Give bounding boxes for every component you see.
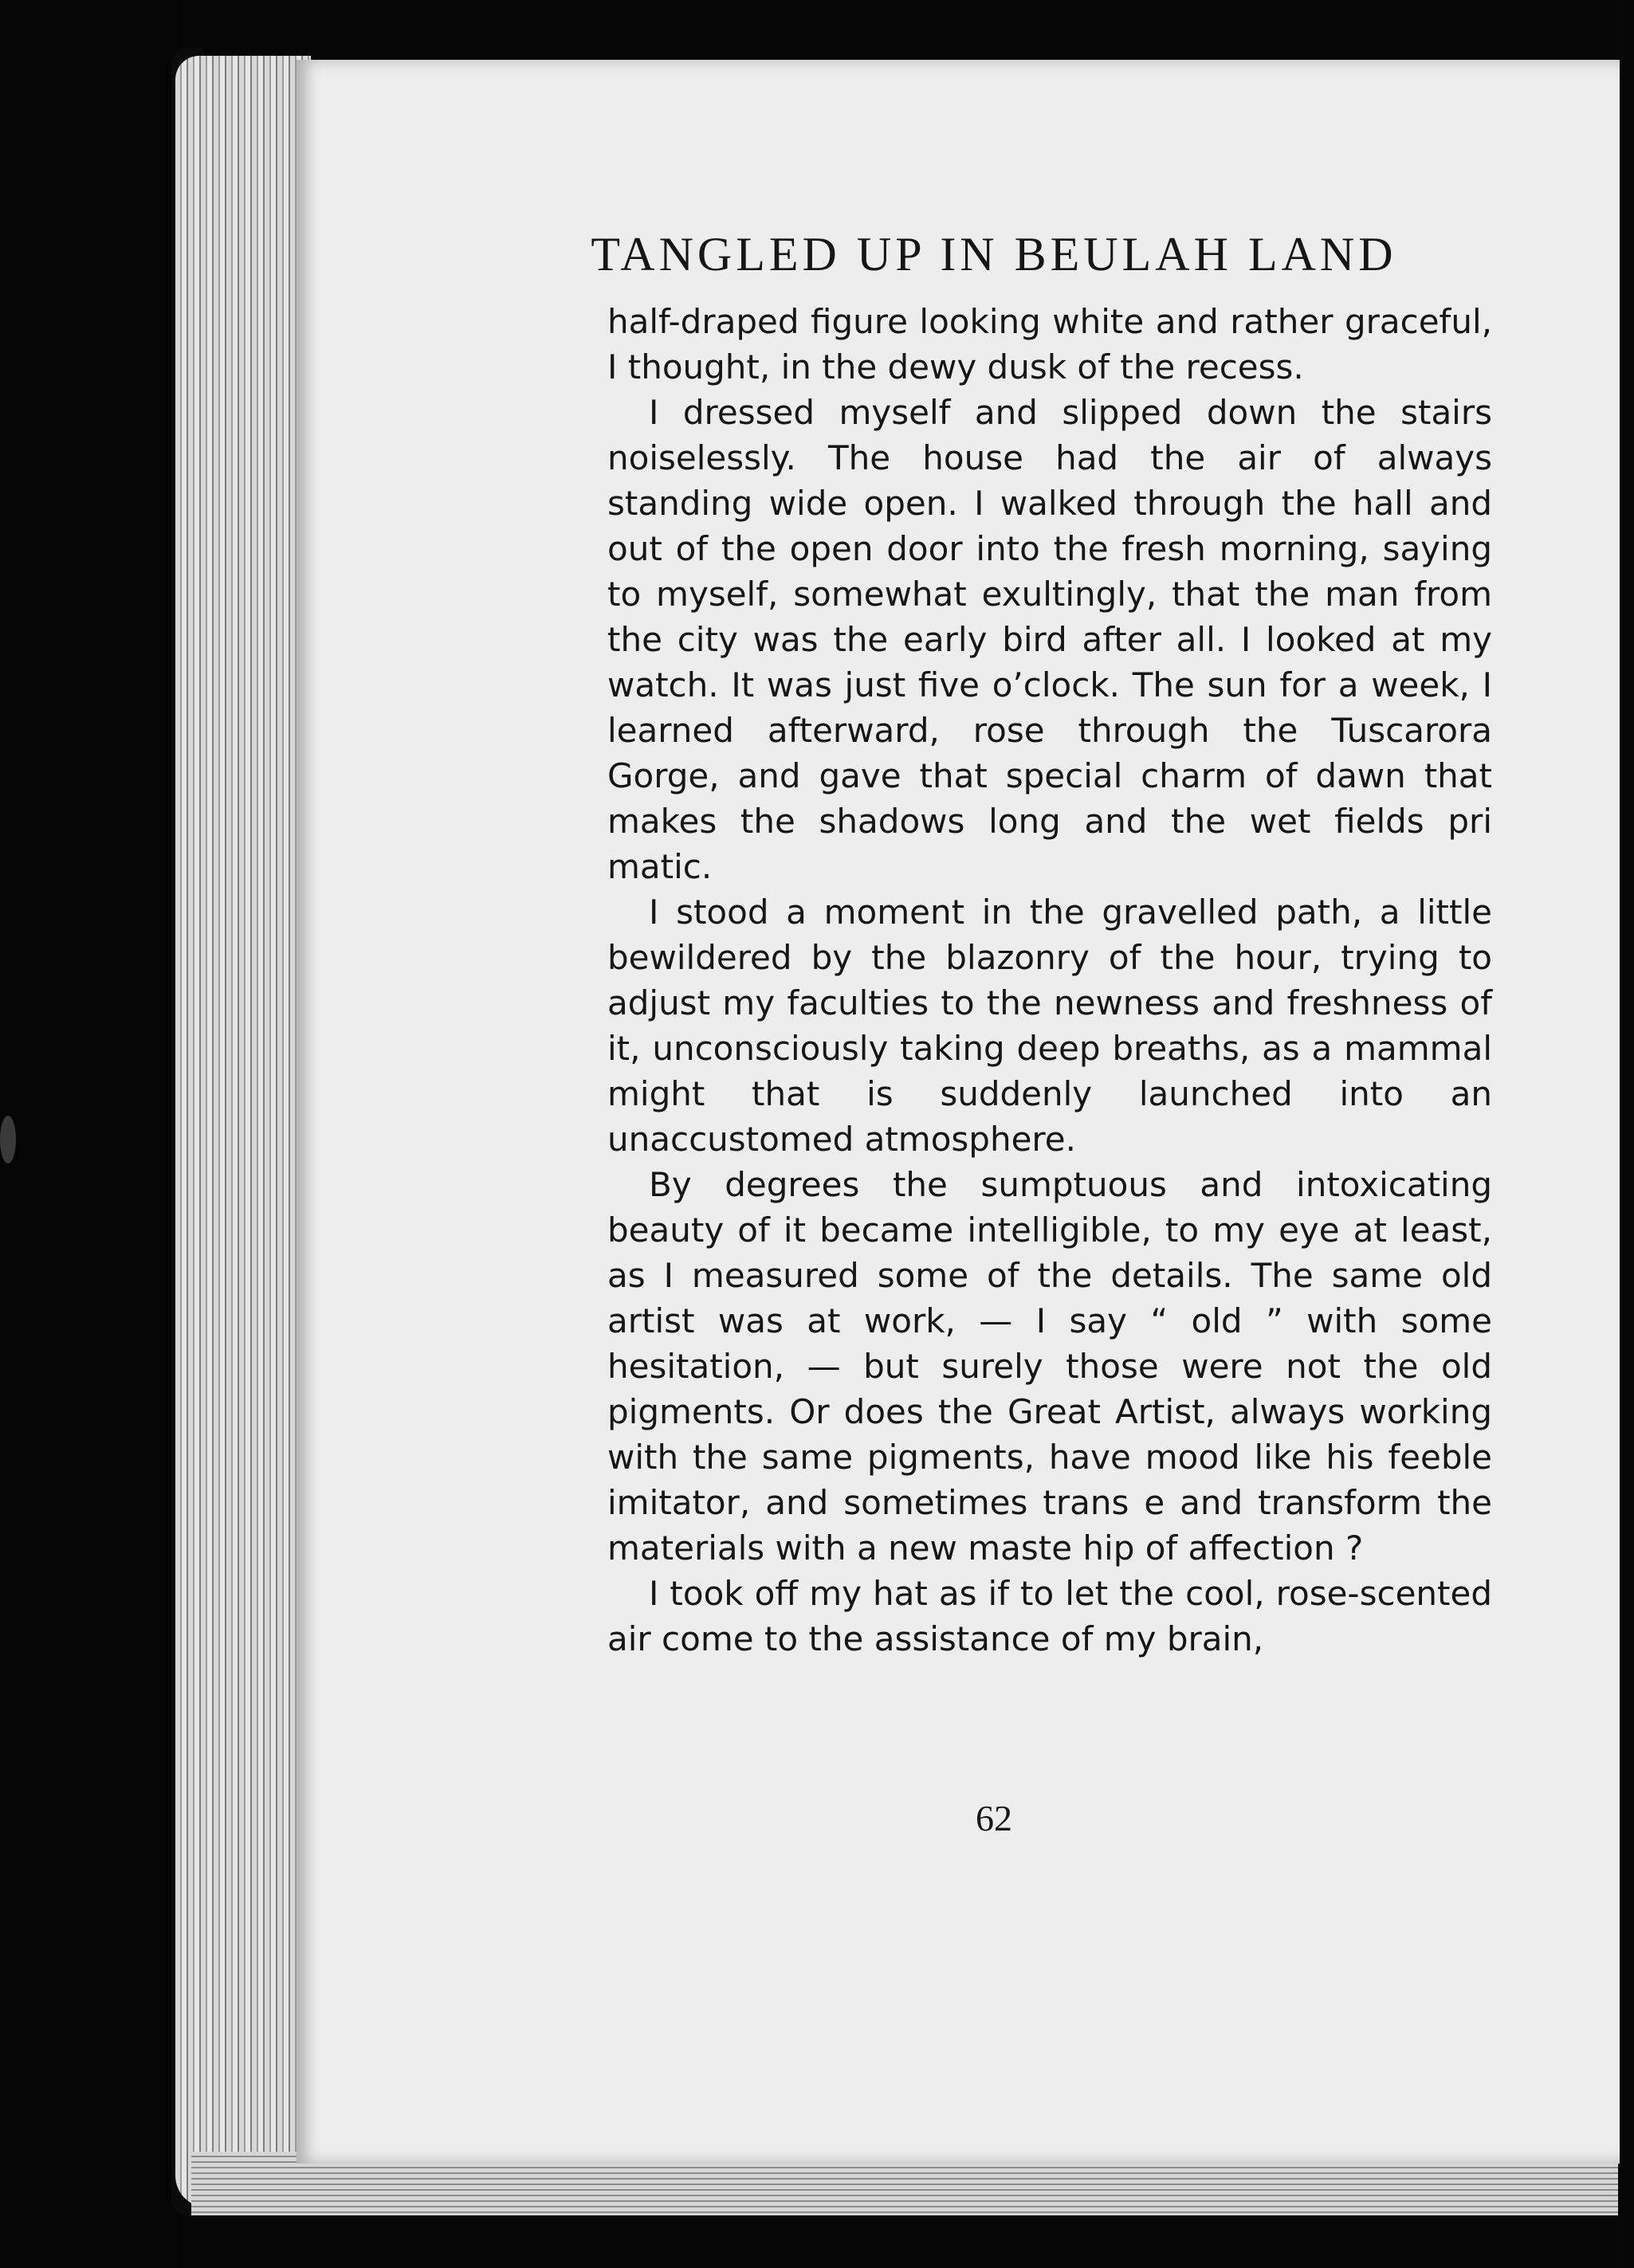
paragraph: I dressed myself and slipped down the stairs noiselessly. The house had the air of always standing wide open. I walked through the hall and out of the open door into the fresh morning, saying to myself, somewhat exultingly, that the man from the city was the early bird after all. I looked at my watch. It was just five o’clock. The sun for a week, I learned afterward, rose through the Tuscarora Gorge, and gave that special charm of dawn that makes the shadows long and the wet fields pri matic. [607, 393, 1492, 886]
paragraph-continued: half-draped figure looking white and rather graceful, I thought, in the dewy dusk of the recess. [607, 302, 1492, 387]
book-page [297, 60, 1620, 2164]
page-edges-left [175, 56, 311, 2207]
paragraph: I took off my hat as if to let the cool, rose-scented air come to the assistance of my brain, [607, 1574, 1492, 1658]
scanner-bed-right [1618, 0, 1634, 2268]
paragraph: By degrees the sumptuous and intoxicating beauty of it became intelligible, to my eye at least, as I measured some of the details. The same old artist was at work, — I say “ old ” with some hesitation, — but surely those were not the old pigments. Or does the Great Artist, always working with the same pigments, have mood like his feeble imitator, and sometimes trans e and transform the materials with a new maste hip of affection ? [607, 1165, 1492, 1568]
edge-mark [0, 1116, 16, 1163]
body-text [607, 299, 1492, 1662]
paragraph: I stood a moment in the gravelled path, a little bewildered by the blazonry of the hour, trying to adjust my faculties to the newness and freshness of it, unconsciously taking deep breaths, as a mammal might that is suddenly launched into an unaccustomed atmosphere. [607, 893, 1492, 1159]
running-head: TANGLED UP IN BEULAH LAND [591, 228, 1397, 281]
page-number: 62 [976, 1798, 1012, 1838]
scanner-bed-left [0, 0, 183, 2268]
